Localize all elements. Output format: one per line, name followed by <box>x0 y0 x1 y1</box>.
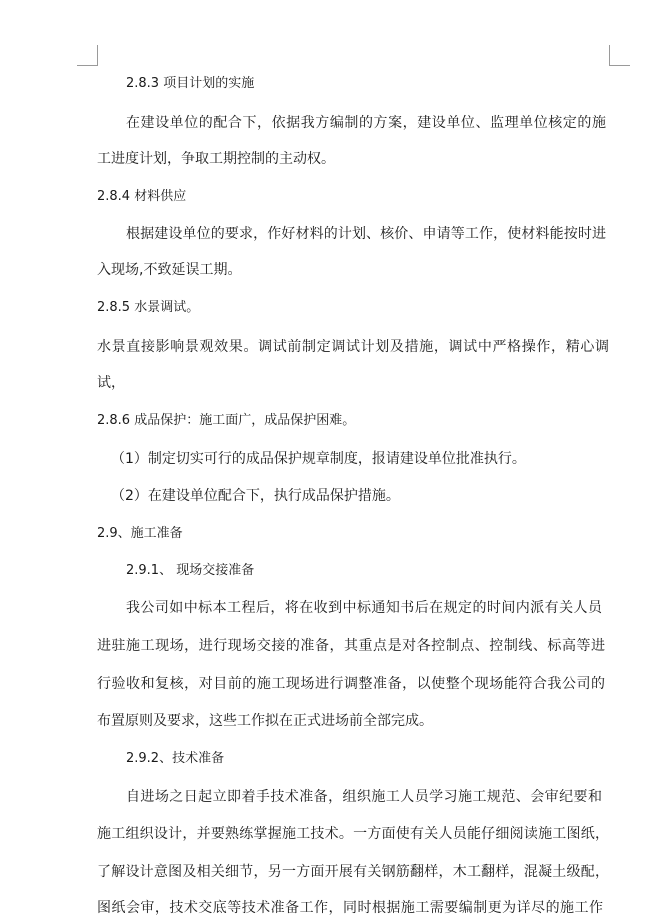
page-corner-mark-top-right <box>609 45 630 66</box>
list-item: （1）制定切实可行的成品保护规章制度，报请建设单位批准执行。 <box>111 451 526 467</box>
paragraph-line: 图纸会审，技术交底等技术准备工作，同时根据施工需要编制更为详尽的施工作 <box>97 900 603 916</box>
page-corner-mark-top-left <box>77 45 98 66</box>
paragraph-line: 行验收和复核，对目前的施工现场进行调整准备，以使整个现场能符合我公司的 <box>97 676 605 692</box>
paragraph-line: 施工组织设计，并要熟练掌握施工技术。一方面使有关人员能仔细阅读施工图纸， <box>97 826 609 842</box>
paragraph-line: 水景直接影响景观效果。调试前制定调试计划及措施，调试中严格操作，精心调 <box>97 339 609 355</box>
paragraph-line: 工进度计划，争取工期控制的主动权。 <box>97 151 335 167</box>
paragraph-line: 试， <box>97 375 125 391</box>
list-item: （2）在建设单位配合下，执行成品保护措施。 <box>111 488 400 504</box>
paragraph-line: 根据建设单位的要求，作好材料的计划、核价、申请等工作，使材料能按时进 <box>126 226 606 242</box>
heading-2-8-3: 2.8.3 项目计划的实施 <box>126 76 255 91</box>
heading-2-8-4: 2.8.4 材料供应 <box>97 189 187 204</box>
paragraph-line: 自进场之日起立即着手技术准备，组织施工人员学习施工规范、会审纪要和 <box>126 789 602 805</box>
heading-2-8-6: 2.8.6 成品保护：施工面广，成品保护困难。 <box>97 413 356 428</box>
heading-2-9-1: 2.9.1、 现场交接准备 <box>126 563 255 578</box>
paragraph-line: 在建设单位的配合下，依据我方编制的方案，建设单位、监理单位核定的施 <box>126 115 606 131</box>
heading-2-9: 2.9、施工准备 <box>97 526 183 541</box>
heading-2-9-2: 2.9.2、技术准备 <box>126 751 225 766</box>
paragraph-line: 了解设计意图及相关细节，另一方面开展有关钢筋翻样，木工翻样，混凝土级配， <box>97 864 609 880</box>
paragraph-line: 布置原则及要求，这些工作拟在正式进场前全部完成。 <box>97 713 433 729</box>
paragraph-line: 入现场,不致延误工期。 <box>97 262 242 278</box>
paragraph-line: 我公司如中标本工程后，将在收到中标通知书后在规定的时间内派有关人员 <box>126 600 602 616</box>
heading-2-8-5: 2.8.5 水景调试。 <box>97 300 200 315</box>
paragraph-line: 进驻施工现场，进行现场交接的准备，其重点是对各控制点、控制线、标高等进 <box>97 638 605 654</box>
